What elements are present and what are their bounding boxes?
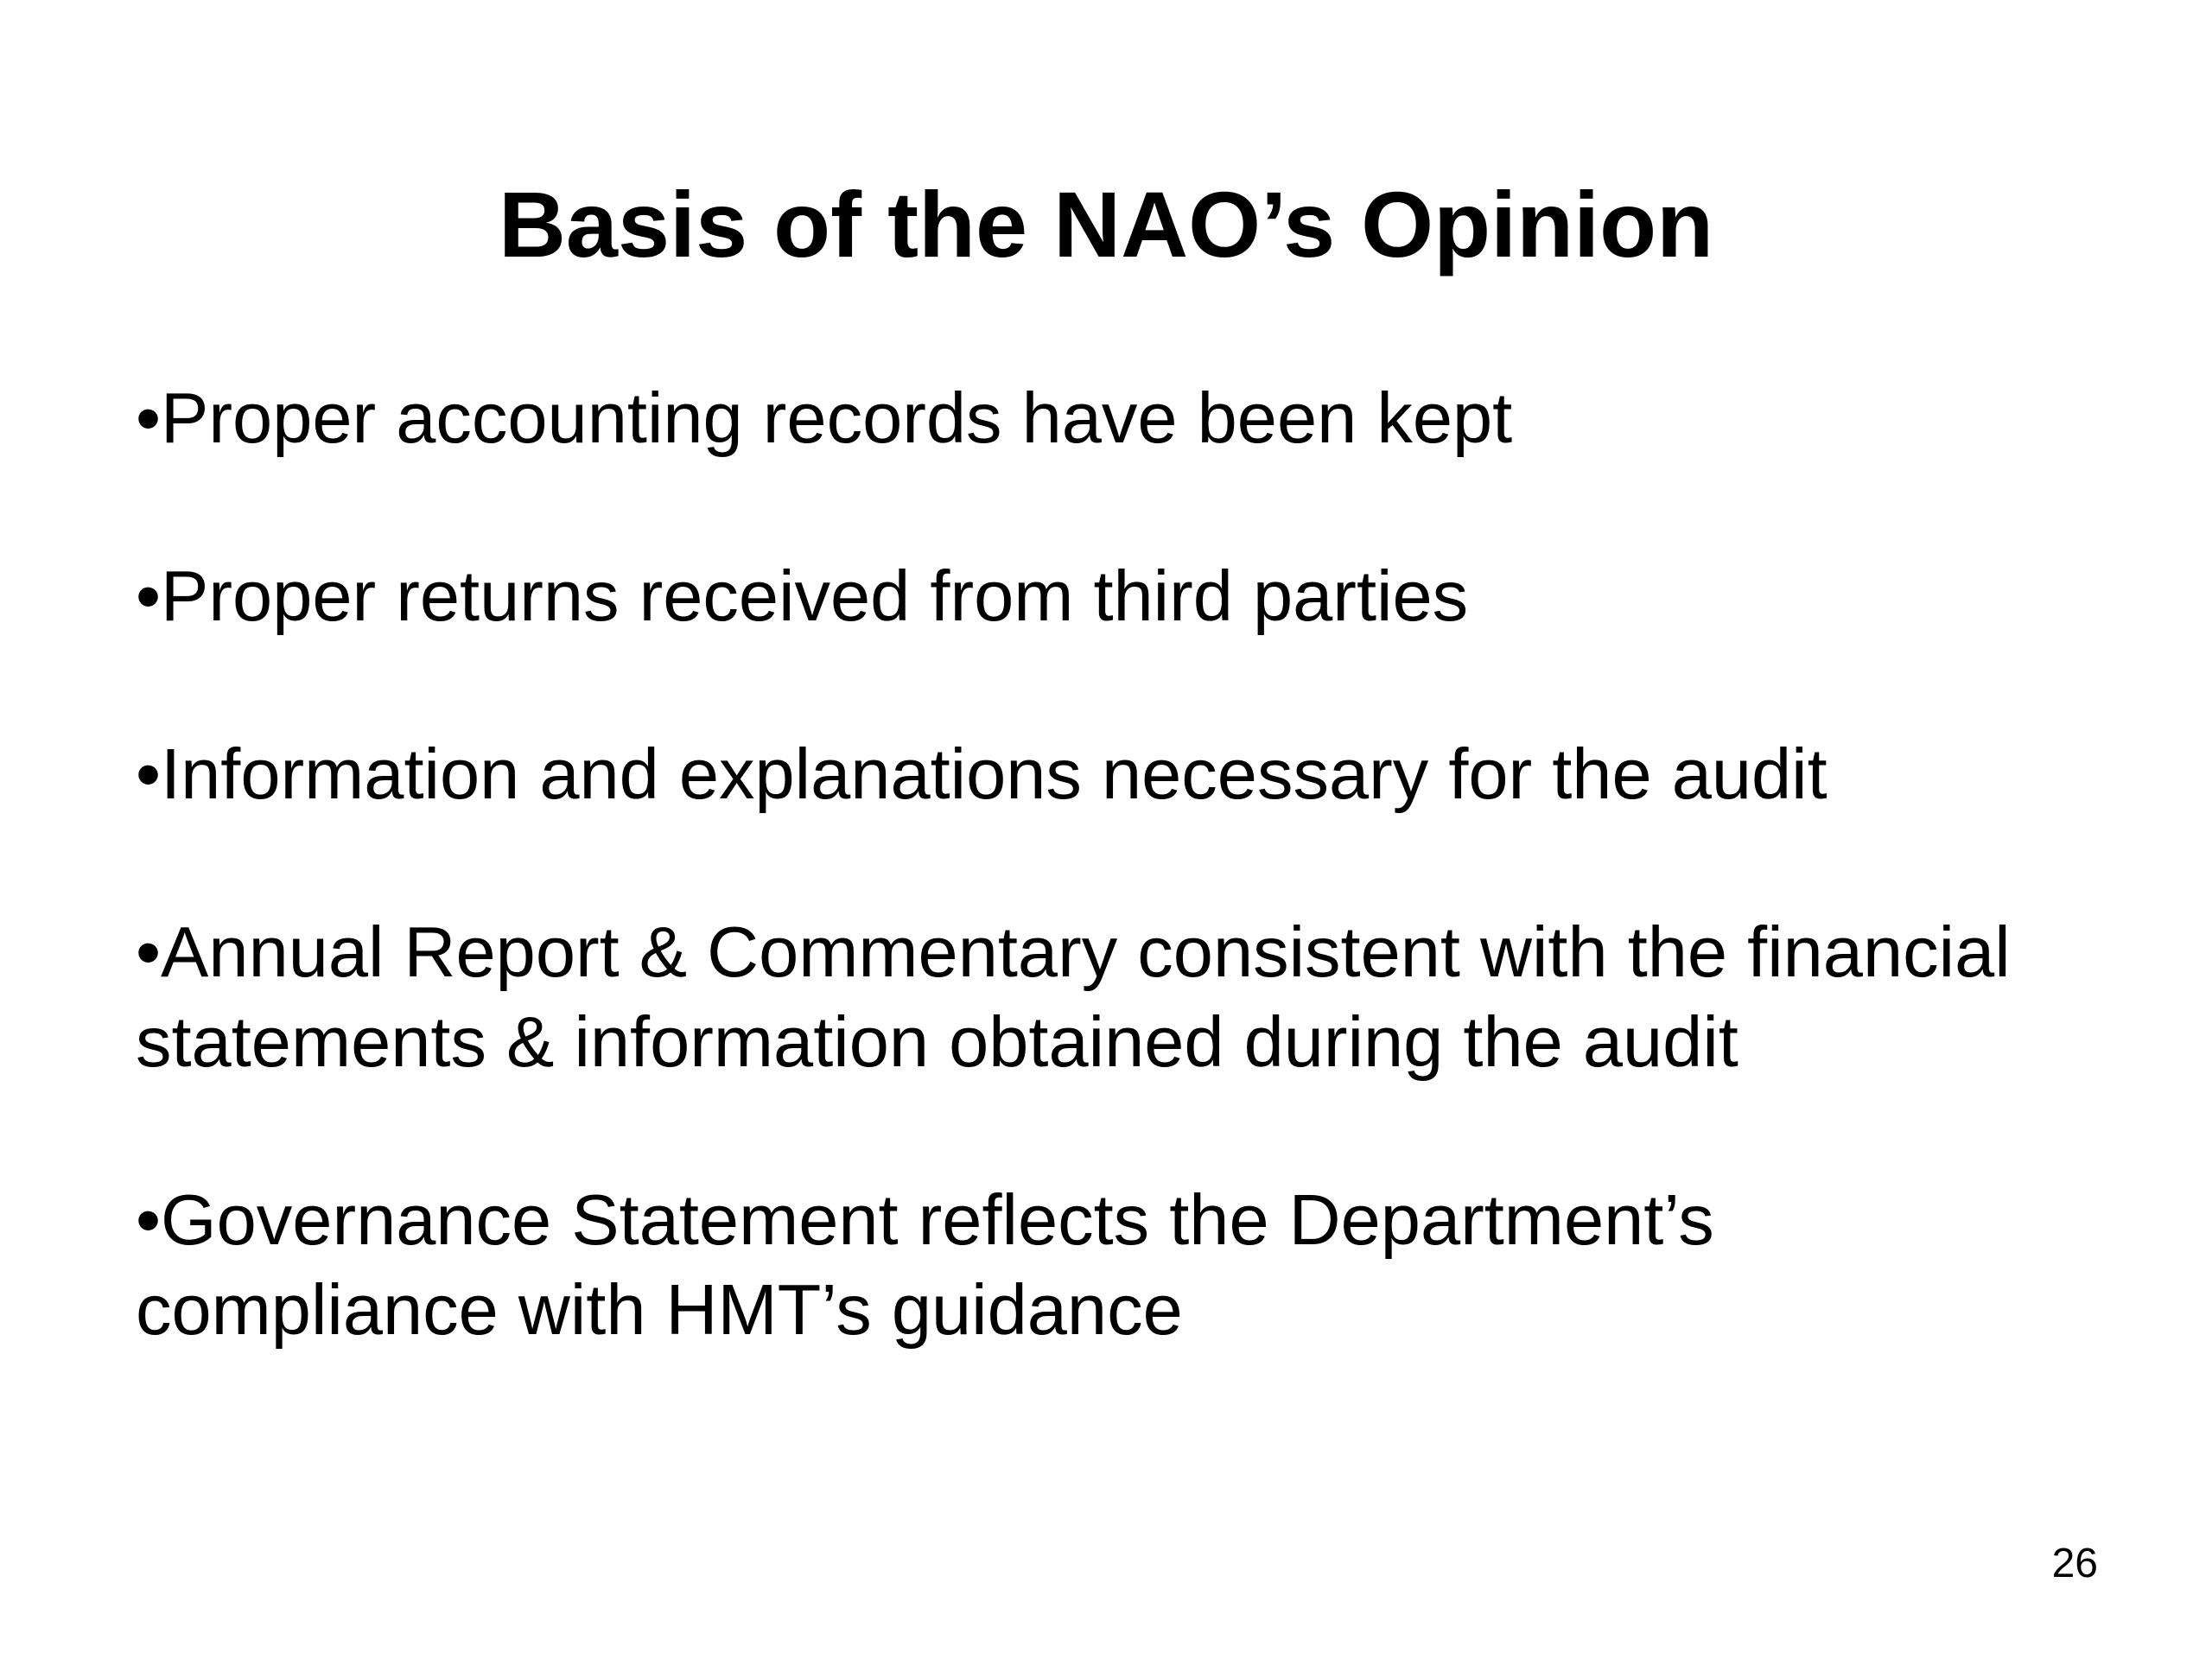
bullet-list (136, 373, 2123, 1443)
bullet-text: •Proper accounting records have been kept (136, 378, 1513, 458)
bullet-text: •Annual Report & Commentary consistent with the financial (136, 912, 2011, 992)
bullet-text-continuation: compliance with HMT’s guidance (136, 1269, 1183, 1350)
slide-title: Basis of the NAO’s Opinion (498, 172, 1714, 276)
page-number: 26 (2051, 1541, 2098, 1586)
bullet-item (136, 907, 2123, 1087)
bullet-text: •Governance Statement reflects the Department’s (136, 1179, 1714, 1260)
bullet-item (136, 729, 2123, 819)
bullet-text: •Information and explanations necessary for the audit (136, 734, 1827, 814)
bullet-item (136, 551, 2123, 641)
bullet-item (136, 1175, 2123, 1355)
bullet-text: •Proper returns received from third parties (136, 556, 1469, 636)
bullet-item (136, 373, 2123, 463)
bullet-text-continuation: statements & information obtained during the audit (136, 1001, 1738, 1082)
